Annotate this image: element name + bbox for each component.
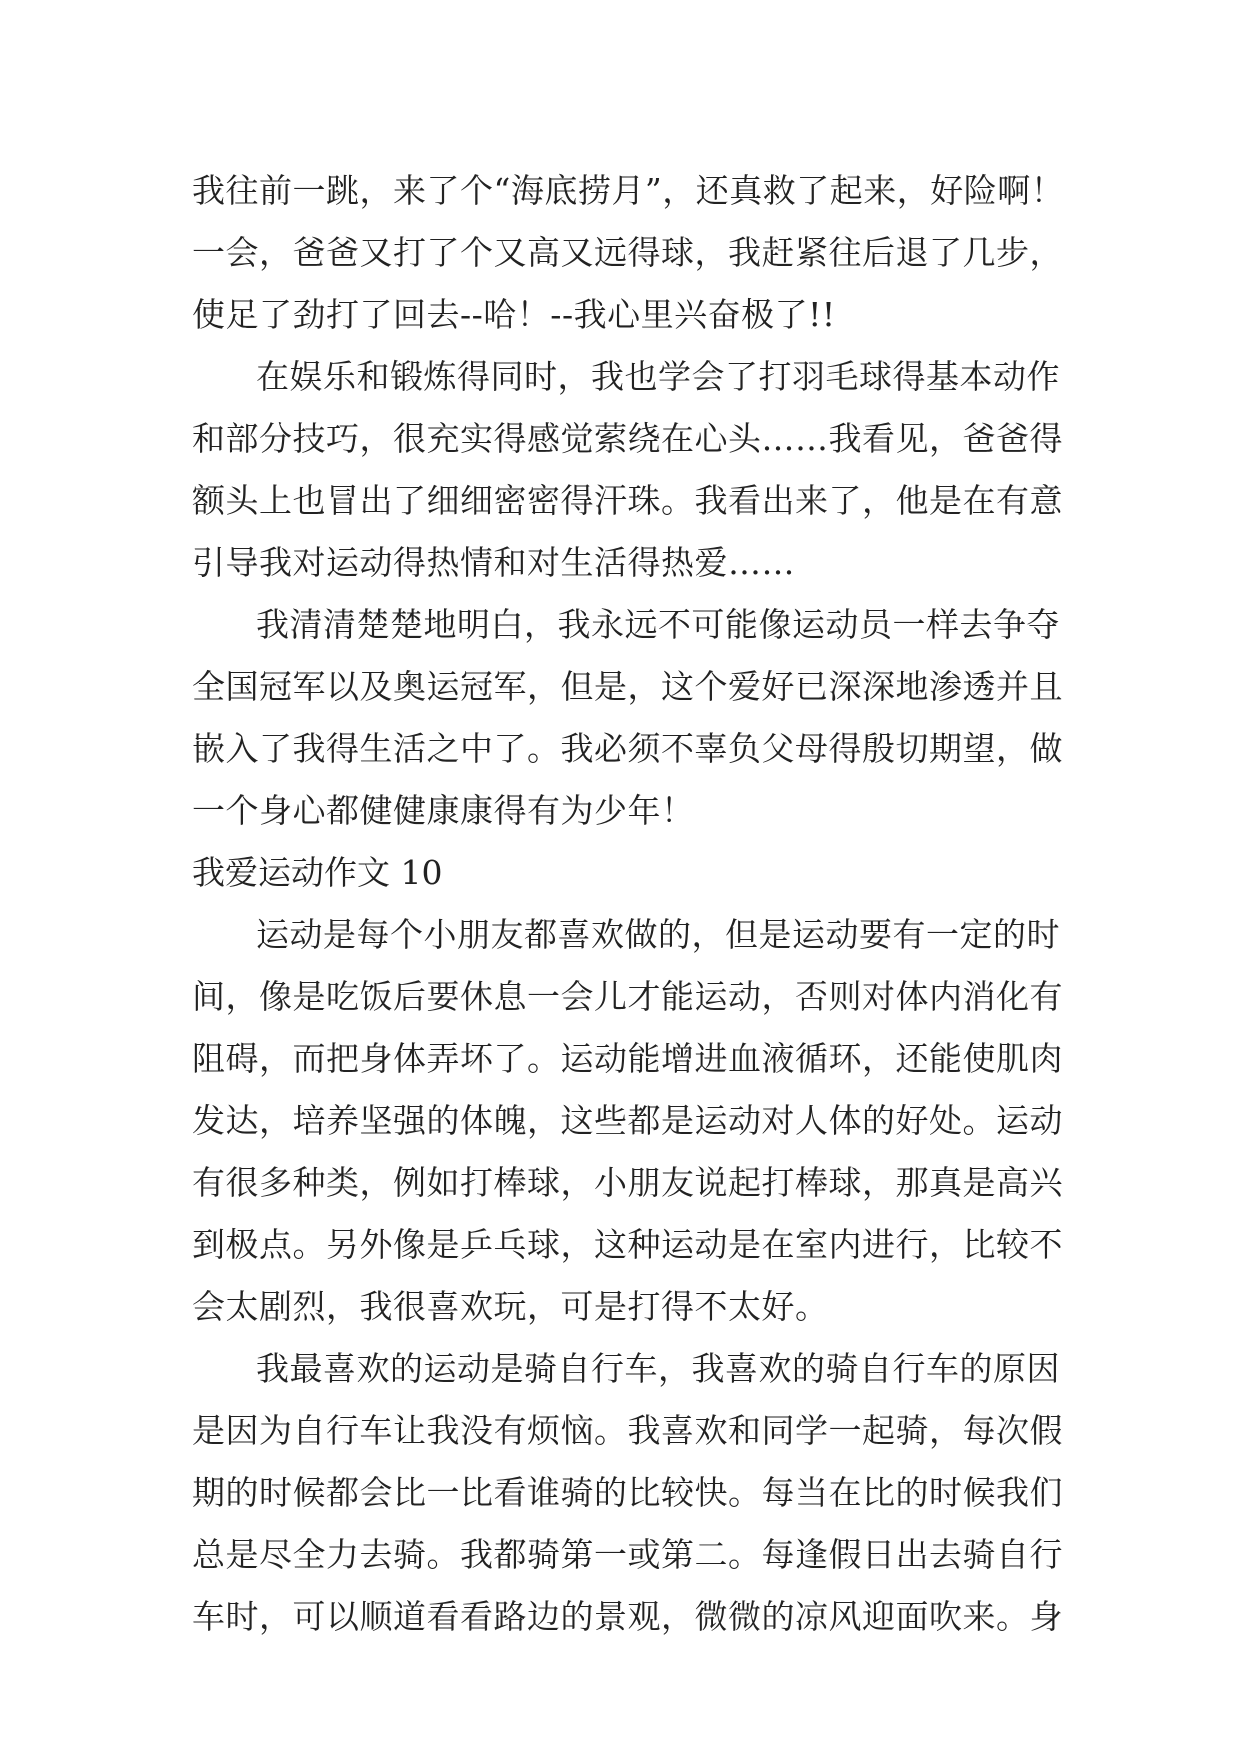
document-body (192, 160, 1065, 1648)
text-line: 运动是每个小朋友都喜欢做的，但是运动要有一定的时 (256, 915, 1060, 954)
text-line: 额头上也冒出了细细密密得汗珠。我看出来了，他是在有意 (192, 481, 1063, 520)
paragraph (192, 1338, 1063, 1648)
text-line: 使足了劲打了回去--哈！--我心里兴奋极了!! (192, 295, 836, 334)
text-line: 车时，可以顺道看看路边的景观，微微的凉风迎面吹来。身 (192, 1597, 1063, 1636)
text-line: 和部分技巧，很充实得感觉萦绕在心头……我看见，爸爸得 (192, 419, 1063, 458)
text-line: 一个身心都健健康康得有为少年！ (192, 791, 695, 830)
text-line: 嵌入了我得生活之中了。我必须不辜负父母得殷切期望，做 (192, 729, 1063, 768)
text-line: 会太剧烈，我很喜欢玩，可是打得不太好。 (192, 1287, 829, 1326)
text-line: 有很多种类，例如打棒球，小朋友说起打棒球，那真是高兴 (192, 1163, 1063, 1202)
text-line: 一会，爸爸又打了个又高又远得球，我赶紧往后退了几步， (192, 233, 1063, 272)
section-heading: 我爱运动作文 10 (192, 853, 443, 892)
text-line: 间，像是吃饭后要休息一会儿才能运动，否则对体内消化有 (192, 977, 1063, 1016)
text-line: 总是尽全力去骑。我都骑第一或第二。每逢假日出去骑自行 (192, 1535, 1063, 1574)
text-line: 到极点。另外像是乒乓球，这种运动是在室内进行，比较不 (192, 1225, 1063, 1264)
text-line: 我最喜欢的运动是骑自行车，我喜欢的骑自行车的原因 (256, 1349, 1060, 1388)
text-line: 在娱乐和锻炼得同时，我也学会了打羽毛球得基本动作 (256, 357, 1060, 396)
paragraph (192, 346, 1063, 594)
paragraph (192, 160, 1065, 346)
text-line: 是因为自行车让我没有烦恼。我喜欢和同学一起骑，每次假 (192, 1411, 1063, 1450)
paragraph (192, 594, 1063, 842)
text-line: 阻碍，而把身体弄坏了。运动能增进血液循环，还能使肌肉 (192, 1039, 1063, 1078)
text-line: 全国冠军以及奥运冠军，但是，这个爱好已深深地渗透并且 (192, 667, 1063, 706)
text-line: 发达，培养坚强的体魄，这些都是运动对人体的好处。运动 (192, 1101, 1063, 1140)
text-line: 我往前一跳，来了个“海底捞月”，还真救了起来，好险啊！ (192, 171, 1065, 210)
text-line: 我清清楚楚地明白，我永远不可能像运动员一样去争夺 (256, 605, 1060, 644)
text-line: 期的时候都会比一比看谁骑的比较快。每当在比的时候我们 (192, 1473, 1063, 1512)
text-line: 引导我对运动得热情和对生活得热爱…… (192, 543, 795, 582)
paragraph (192, 904, 1063, 1338)
